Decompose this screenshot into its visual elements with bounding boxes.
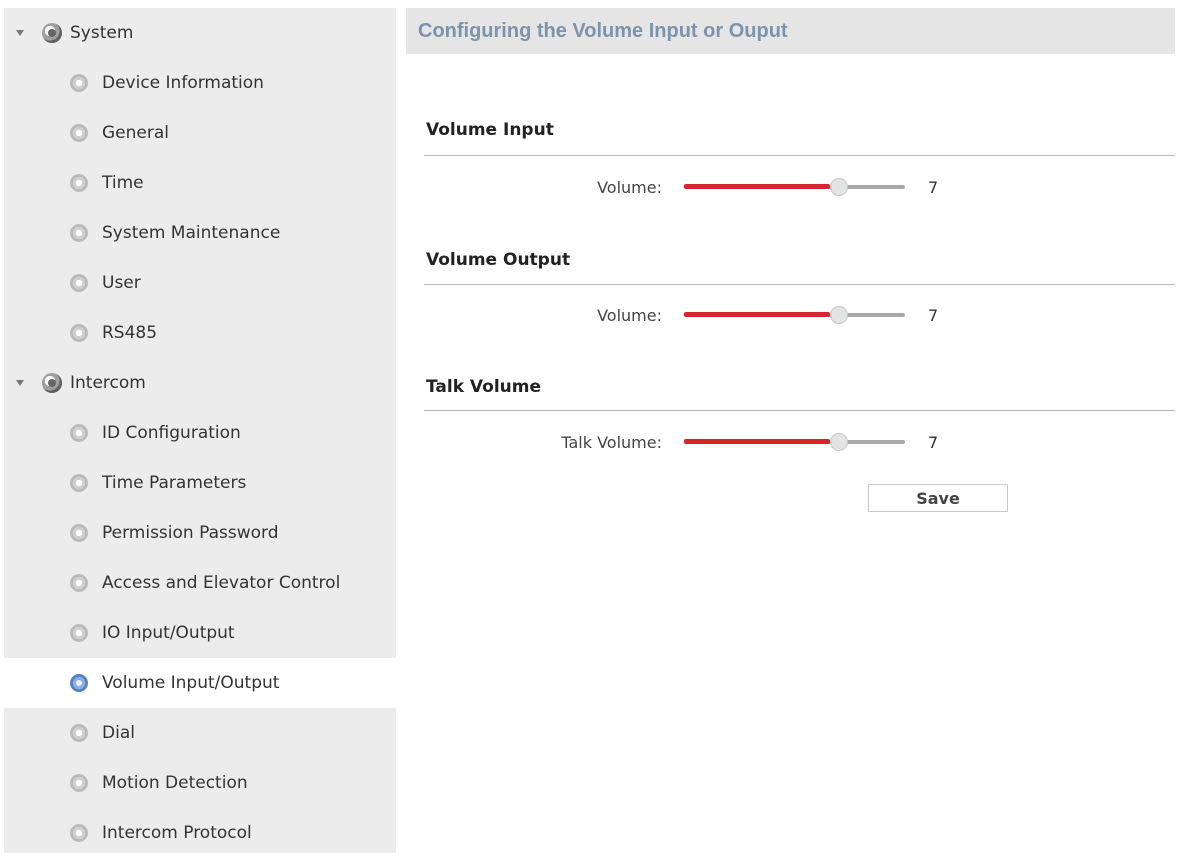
expand-arrow-icon[interactable]: [16, 380, 24, 386]
gear-icon: [70, 224, 88, 242]
volume-output-slider[interactable]: [684, 307, 905, 323]
volume-output-label: Volume:: [597, 306, 662, 325]
tree-item-label: IO Input/Output: [102, 623, 235, 643]
tree-group-system[interactable]: [4, 8, 396, 58]
tree-item-permission-password[interactable]: [4, 508, 396, 558]
tree-item-label: Time Parameters: [102, 473, 247, 493]
talk-volume-slider[interactable]: [684, 434, 905, 450]
tree-group-label: Intercom: [70, 373, 146, 393]
tree-item-label: Volume Input/Output: [102, 673, 280, 693]
tree-item-label: Time: [102, 173, 144, 193]
tree-item-general[interactable]: [4, 108, 396, 158]
slider-fill: [684, 312, 830, 317]
tree-item-time[interactable]: [4, 158, 396, 208]
slider-thumb[interactable]: [830, 433, 848, 451]
tree-item-label: System Maintenance: [102, 223, 281, 243]
tree-item-intercom-protocol[interactable]: [4, 808, 396, 858]
slider-thumb[interactable]: [830, 178, 848, 196]
tree-item-volume-input-output[interactable]: [4, 658, 406, 708]
sidebar-tree: [4, 8, 396, 853]
slider-fill: [684, 184, 830, 189]
tree-item-label: RS485: [102, 323, 158, 343]
section-divider: [424, 410, 1175, 411]
tree-item-access-elevator-control[interactable]: [4, 558, 396, 608]
gear-icon: [70, 824, 88, 842]
tree-group-label: System: [70, 23, 134, 43]
section-title-talk-volume: Talk Volume: [426, 377, 542, 397]
volume-output-value: 7: [928, 306, 939, 325]
gear-icon: [70, 774, 88, 792]
volume-input-slider[interactable]: [684, 179, 905, 195]
gear-icon: [70, 524, 88, 542]
volume-input-value: 7: [928, 178, 939, 197]
tree-item-motion-detection[interactable]: [4, 758, 396, 808]
tree-item-label: Device Information: [102, 73, 264, 93]
tree-item-device-information[interactable]: [4, 58, 396, 108]
gear-icon: [70, 424, 88, 442]
section-title-volume-input: Volume Input: [426, 120, 554, 140]
gear-icon: [70, 474, 88, 492]
slider-fill: [684, 439, 830, 444]
settings-globe-icon: [42, 23, 62, 43]
settings-globe-icon: [42, 373, 62, 393]
tree-item-label: Motion Detection: [102, 773, 248, 793]
slider-thumb[interactable]: [830, 306, 848, 324]
page-header: [406, 8, 1175, 54]
gear-icon: [70, 74, 88, 92]
tree-item-dial[interactable]: [4, 708, 396, 758]
tree-item-io-input-output[interactable]: [4, 608, 396, 658]
tree-item-label: General: [102, 123, 169, 143]
gear-icon: [70, 724, 88, 742]
tree-item-label: ID Configuration: [102, 423, 241, 443]
tree-item-user[interactable]: [4, 258, 396, 308]
gear-icon: [70, 574, 88, 592]
section-divider: [424, 284, 1175, 285]
tree-item-id-configuration[interactable]: [4, 408, 396, 458]
page-title: Configuring the Volume Input or Ouput: [418, 19, 788, 42]
gear-icon: [70, 174, 88, 192]
gear-icon: [70, 324, 88, 342]
tree-item-system-maintenance[interactable]: [4, 208, 396, 258]
tree-item-rs485[interactable]: [4, 308, 396, 358]
talk-volume-value: 7: [928, 433, 939, 452]
tree-item-time-parameters[interactable]: [4, 458, 396, 508]
expand-arrow-icon[interactable]: [16, 30, 24, 36]
talk-volume-label: Talk Volume:: [561, 433, 662, 452]
gear-icon: [70, 624, 88, 642]
gear-icon: [70, 674, 88, 692]
tree-item-label: Intercom Protocol: [102, 823, 252, 843]
tree-group-intercom[interactable]: [4, 358, 396, 408]
save-button[interactable]: Save: [868, 484, 1008, 512]
tree-item-label: Access and Elevator Control: [102, 573, 341, 593]
section-title-volume-output: Volume Output: [426, 250, 571, 270]
gear-icon: [70, 274, 88, 292]
gear-icon: [70, 124, 88, 142]
volume-input-label: Volume:: [597, 178, 662, 197]
section-divider: [424, 155, 1175, 156]
tree-item-label: User: [102, 273, 141, 293]
tree-item-label: Permission Password: [102, 523, 279, 543]
tree-item-label: Dial: [102, 723, 135, 743]
